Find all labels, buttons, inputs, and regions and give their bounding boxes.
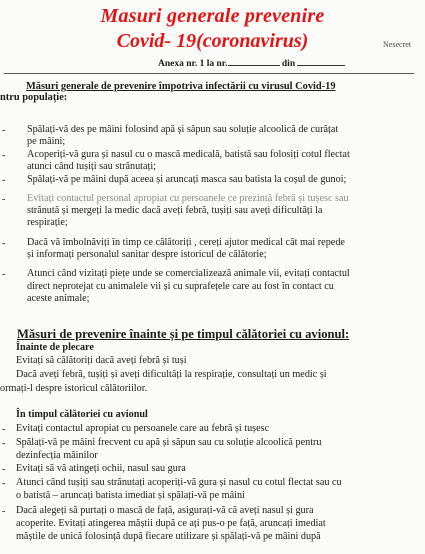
list-item-line: acoperite. Evitați atingerea măștii după ce ați pus-o pe față, aruncați imediat bbox=[16, 518, 326, 529]
bullet-dash: - bbox=[2, 464, 6, 475]
list-item-line: dezinfecția mâinilor bbox=[16, 450, 98, 461]
list-item-line: o batistă – aruncați batista imediat și spălați-vă pe mâini bbox=[16, 490, 245, 501]
section1-heading-continued: ntru populație: bbox=[0, 92, 68, 103]
annex-reference bbox=[158, 57, 345, 69]
annex-date-blank bbox=[297, 57, 345, 66]
before-departure-heading: Înainte de plecare bbox=[16, 342, 94, 353]
document-title-line-1: Masuri generale prevenire bbox=[100, 5, 325, 27]
header-divider bbox=[4, 73, 414, 74]
bullet-dash: - bbox=[2, 175, 6, 186]
list-item-line: pe mâini; bbox=[27, 136, 66, 147]
list-item-line: respirație; bbox=[27, 217, 68, 228]
list-item-line: Atunci când tușiți sau strănutați acoperiți-vă gura și nasul cu cotul flectat sau cu bbox=[16, 477, 342, 488]
bullet-dash: - bbox=[2, 424, 6, 435]
bullet-dash: - bbox=[2, 269, 6, 280]
paragraph-line: Evitați să călătoriți dacă aveți febră și tuși bbox=[16, 355, 187, 366]
list-item-line: direct neprotejat cu animalele vii și cu suprafețele care au fost în contact cu bbox=[27, 281, 334, 292]
bullet-dash: - bbox=[2, 506, 6, 517]
list-item-line: Spălați-vă des pe mâini folosind apă și săpun sau soluție alcoolică de curățat bbox=[27, 124, 339, 135]
list-item-line: strănută și mergeți la medic dacă aveți febră, tușiți sau aveți dificultăți la bbox=[27, 205, 323, 216]
bullet-dash: - bbox=[2, 478, 6, 489]
section1-heading: Măsuri generale de prevenire împotriva infectării cu virusul Covid-19 bbox=[26, 81, 336, 92]
document-title-line-2: Covid- 19(coronavirus) bbox=[116, 30, 309, 52]
bullet-dash: - bbox=[2, 194, 6, 205]
paragraph-line: Dacă aveți febră, tușiți și aveți dificultăți la respirație, consultați un medic și bbox=[16, 369, 327, 380]
list-item-line: Spălați-vă pe mâini după aceea și aruncați masca sau batista la coșul de gunoi; bbox=[27, 174, 347, 185]
list-item-line: Evitați să vă atingeți ochii, nasul sau gura bbox=[16, 463, 186, 474]
list-item-line: Acoperiți-vă gura și nasul cu o mască medicală, batistă sau folosiți cotul flectat bbox=[27, 149, 350, 160]
annex-date-word: din bbox=[281, 59, 296, 69]
list-item-line: Dacă alegeți să purtați o mască de față, asigurați-vă că aveți nasul și gura bbox=[16, 505, 314, 516]
list-item-line: aceste animale; bbox=[27, 293, 90, 304]
annex-number-blank bbox=[228, 57, 280, 66]
during-flight-heading: În timpul călătoriei cu avionul bbox=[16, 409, 148, 420]
list-item-line: Spălați-vă pe mâini frecvent cu apă și săpun sau cu soluție alcoolică pentru bbox=[16, 437, 322, 448]
list-item-line: Evitați contactul apropiat cu persoanele care au febră și tușesc bbox=[16, 423, 270, 434]
list-item-line: Atunci când vizitați piețe unde se comercializează animale vii, evitați contactul bbox=[27, 268, 350, 279]
bullet-dash: - bbox=[2, 238, 6, 249]
classification-label: Nesecret bbox=[383, 40, 411, 49]
list-item-line: și informați personalul sanitar despre istoricul de călătorie; bbox=[27, 249, 267, 260]
list-item-line: măștile de unică folosință după fiecare utilizare și spălați-vă pe mâini după bbox=[16, 531, 321, 542]
paragraph-line: ormați-l despre istoricul călătoriilor. bbox=[0, 383, 148, 394]
list-item-line: Evitați contactul personal apropiat cu persoanele ce prezintă febră și tușesc sau bbox=[27, 193, 349, 204]
list-item-line: atunci când tușiți sau strănutați; bbox=[27, 161, 157, 172]
bullet-dash: - bbox=[2, 150, 6, 161]
list-item-line: Dacă vă îmbolnăviți în timp ce călătoriți , cereți ajutor medical cât mai repede bbox=[27, 237, 345, 248]
bullet-dash: - bbox=[2, 125, 6, 136]
bullet-dash: - bbox=[2, 438, 6, 449]
annex-prefix: Anexa nr. 1 la nr. bbox=[158, 59, 228, 69]
section2-heading: Măsuri de prevenire înainte și pe timpul călătoriei cu avionul: bbox=[17, 327, 350, 341]
